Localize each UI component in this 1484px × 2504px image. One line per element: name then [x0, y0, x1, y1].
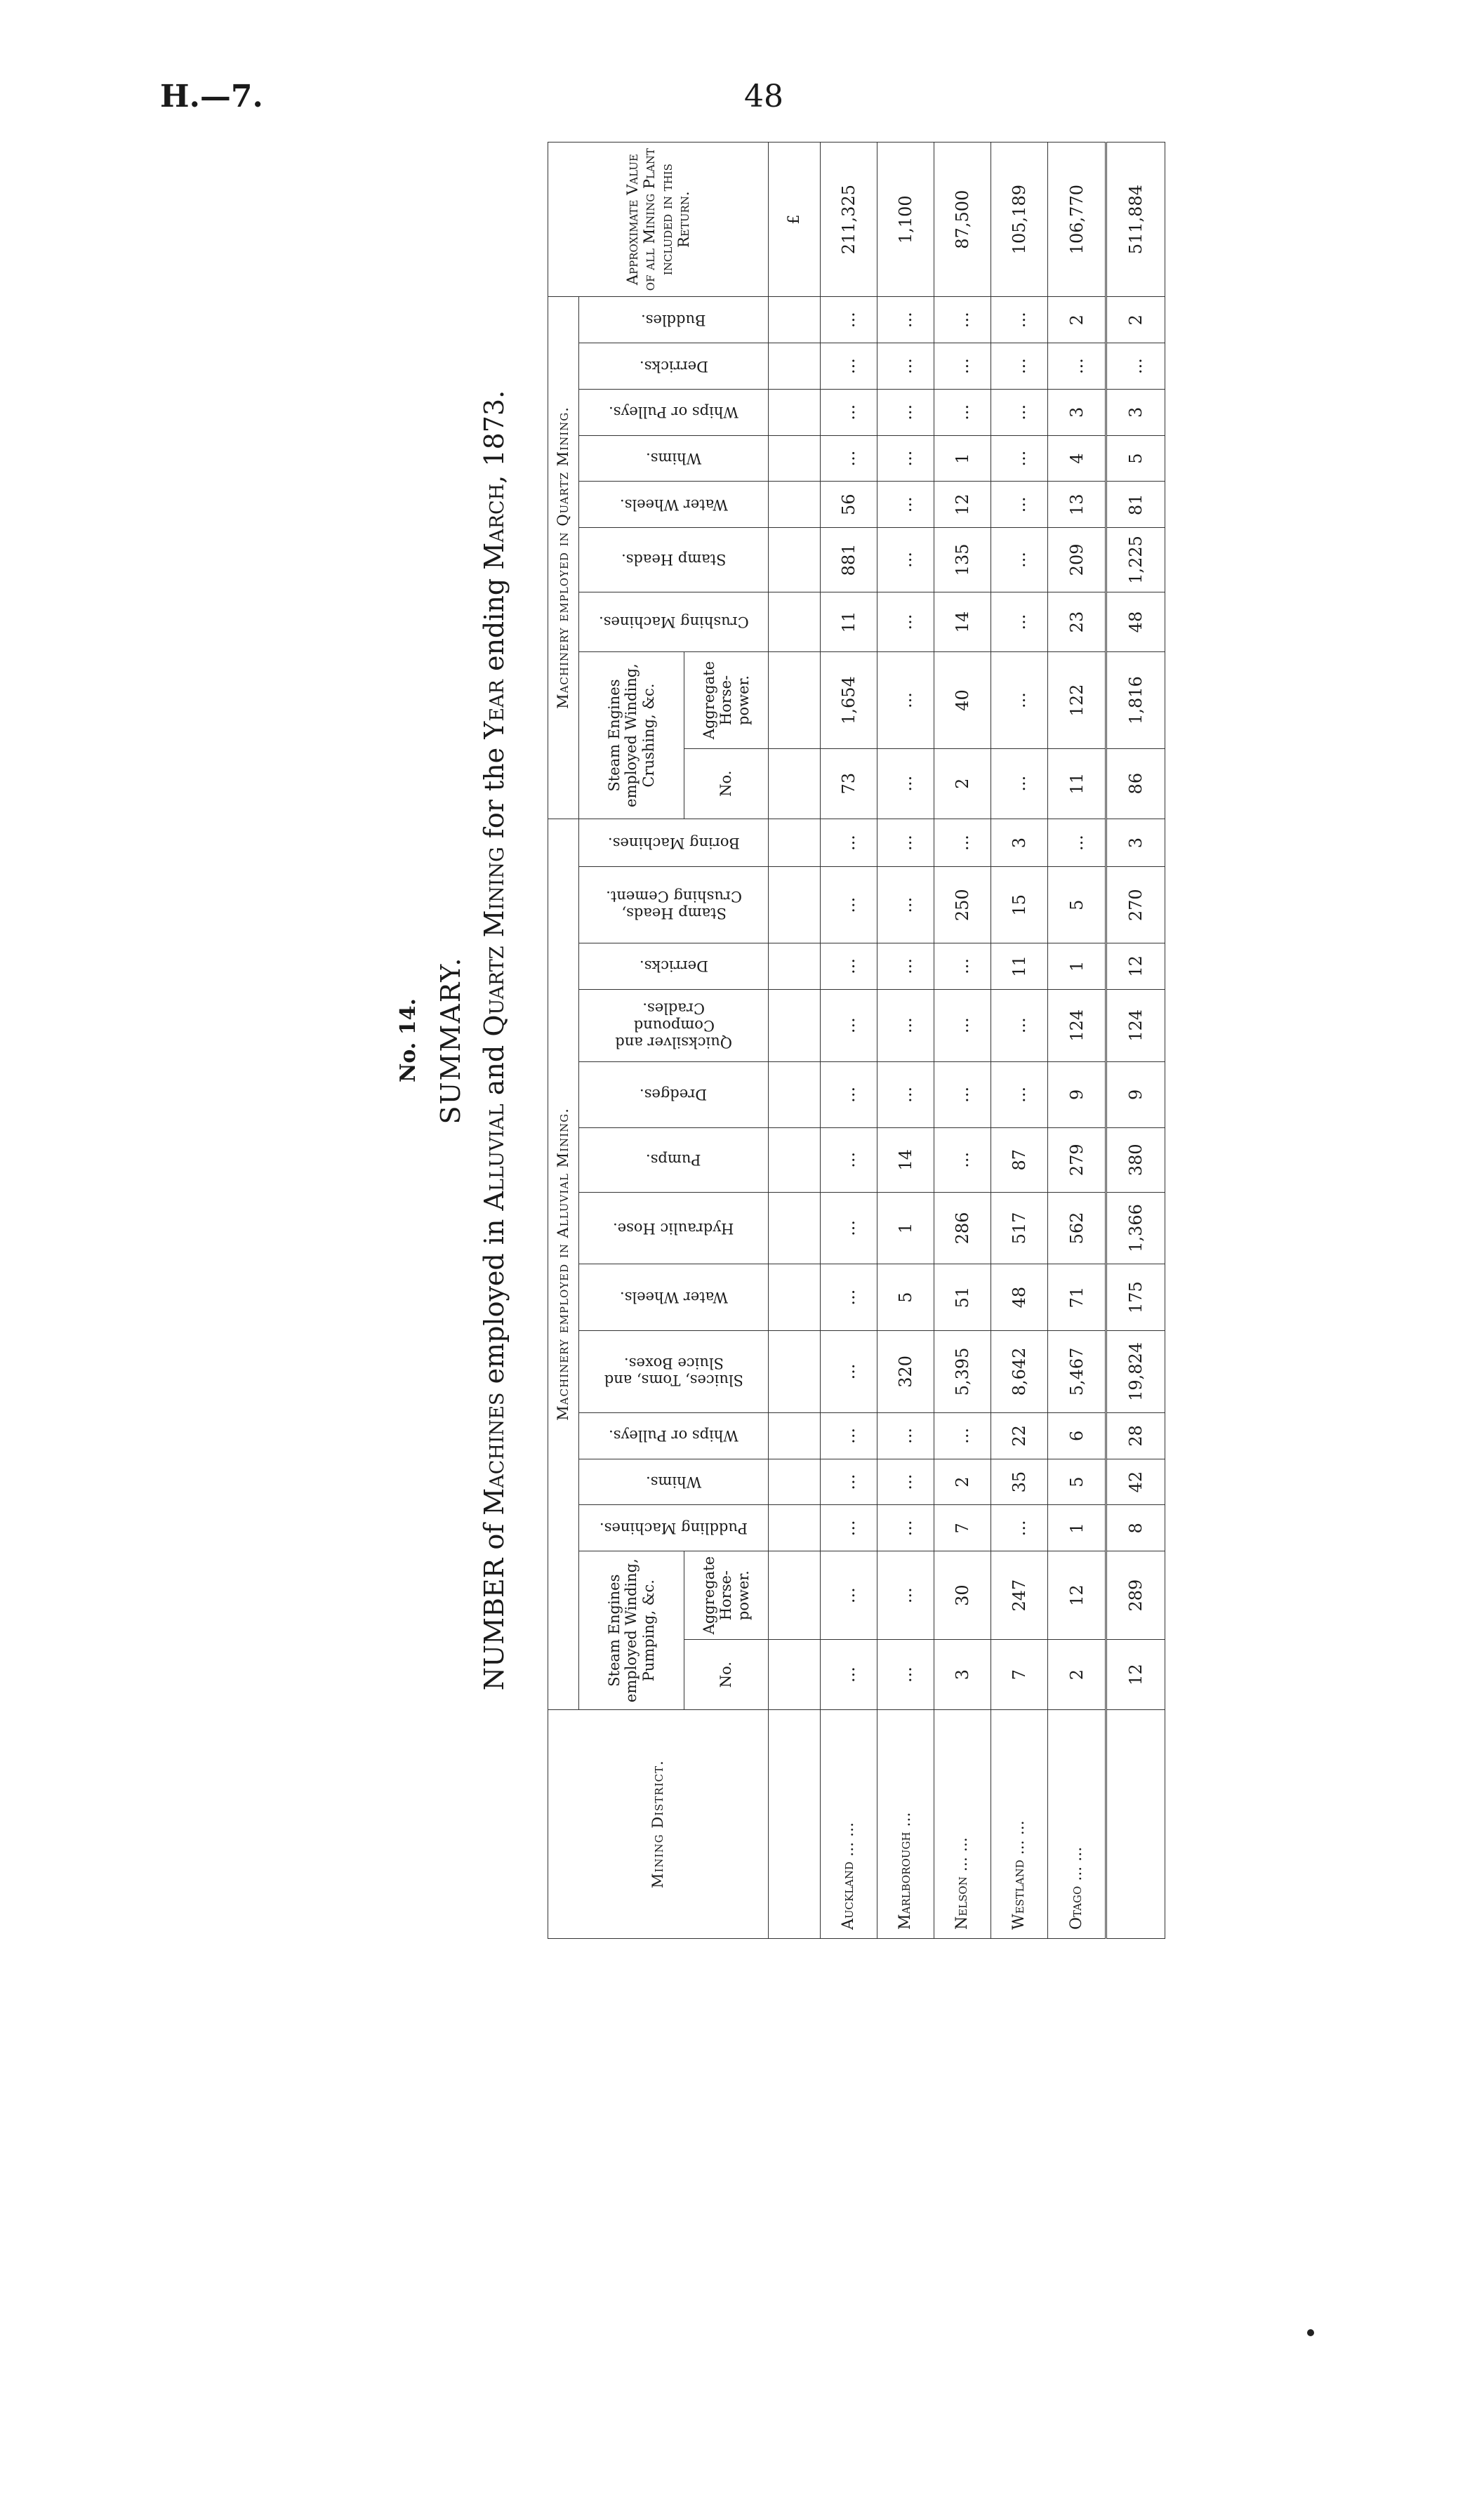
quartz-cell: 2	[934, 748, 991, 819]
alluvial-cell: ...	[820, 943, 877, 990]
quartz-cell: 40	[934, 652, 991, 748]
alluvial-cell: 15	[991, 867, 1047, 943]
alluvial-cell: ...	[820, 1551, 877, 1640]
quartz-cell: 14	[934, 592, 991, 652]
value-cell: 511,884	[1106, 143, 1165, 297]
alluvial-cell: 9	[1047, 1061, 1106, 1127]
alluvial-cell: ...	[877, 1459, 934, 1505]
quartz-cell: ...	[991, 652, 1047, 748]
page-number: 48	[744, 79, 783, 114]
col-q-whips: Whips or Pulleys.	[579, 389, 769, 435]
blank-cell	[769, 482, 821, 528]
blank-cell	[769, 389, 821, 435]
table-row	[820, 143, 877, 1939]
quartz-cell: 2	[1047, 297, 1106, 343]
table-title: NUMBER of Machines employed in Alluvial and Quartz Mining for the Year ending March, 1873.	[479, 390, 510, 1691]
quartz-cell: 5	[1106, 435, 1165, 482]
blank-cell	[769, 1459, 821, 1505]
alluvial-cell: ...	[820, 1128, 877, 1192]
quartz-cell: ...	[877, 343, 934, 390]
alluvial-cell: ...	[820, 1412, 877, 1459]
alluvial-cell: ...	[877, 819, 934, 867]
blank-cell	[769, 1710, 821, 1939]
blank-cell	[769, 592, 821, 652]
alluvial-cell: ...	[820, 1264, 877, 1330]
col-q-hp: Aggregate Horse-power.	[684, 652, 769, 748]
alluvial-cell: ...	[991, 1061, 1047, 1127]
district-name: Auckland ... ...	[820, 1710, 877, 1939]
district-name: Westland ... ...	[991, 1710, 1047, 1939]
alluvial-cell: 250	[934, 867, 991, 943]
alluvial-cell: 14	[877, 1128, 934, 1192]
col-water-wheels: Water Wheels.	[579, 1264, 769, 1330]
alluvial-cell: 42	[1106, 1459, 1165, 1505]
alluvial-cell: ...	[820, 1459, 877, 1505]
alluvial-cell: 124	[1047, 989, 1106, 1061]
alluvial-cell: 289	[1106, 1551, 1165, 1640]
alluvial-cell: 5,395	[934, 1330, 991, 1412]
alluvial-cell: 1	[1047, 1505, 1106, 1551]
alluvial-cell: 3	[1106, 819, 1165, 867]
quartz-cell: ...	[820, 435, 877, 482]
quartz-cell: ...	[877, 389, 934, 435]
blank-cell	[769, 819, 821, 867]
alluvial-cell: ...	[991, 1505, 1047, 1551]
quartz-cell: ...	[991, 748, 1047, 819]
alluvial-cell: 12	[1106, 943, 1165, 990]
summary-heading: SUMMARY.	[435, 956, 466, 1125]
alluvial-cell: 9	[1106, 1061, 1165, 1127]
quartz-cell: ...	[820, 297, 877, 343]
quartz-cell: 86	[1106, 748, 1165, 819]
alluvial-cell: ...	[991, 989, 1047, 1061]
blank-cell	[769, 1192, 821, 1264]
table-row	[877, 143, 934, 1939]
value-cell: 105,189	[991, 143, 1047, 297]
alluvial-cell: ...	[820, 1061, 877, 1127]
col-puddling: Puddling Machines.	[579, 1505, 769, 1551]
alluvial-cell: ...	[877, 1412, 934, 1459]
steam-alluvial-header: Steam Engines employed Winding, Pumping, &c.	[579, 1551, 684, 1710]
quartz-cell: 12	[934, 482, 991, 528]
alluvial-cell: 5	[1047, 867, 1106, 943]
district-header: Mining District.	[548, 1710, 769, 1939]
blank-cell	[769, 297, 821, 343]
blank-cell	[769, 748, 821, 819]
blank-cell	[769, 1264, 821, 1330]
quartz-cell: 11	[1047, 748, 1106, 819]
alluvial-cell: 3	[991, 819, 1047, 867]
alluvial-cell: ...	[820, 989, 877, 1061]
total-label	[1106, 1710, 1165, 1939]
quartz-cell: 122	[1047, 652, 1106, 748]
quartz-cell: ...	[991, 343, 1047, 390]
col-a-no: No.	[684, 1640, 769, 1710]
quartz-cell: ...	[991, 528, 1047, 592]
alluvial-cell: 22	[991, 1412, 1047, 1459]
col-dredges: Dredges.	[579, 1061, 769, 1127]
alluvial-cell: 1	[877, 1192, 934, 1264]
table-row	[934, 143, 991, 1939]
quartz-cell: ...	[877, 652, 934, 748]
alluvial-cell: 71	[1047, 1264, 1106, 1330]
col-crushing: Crushing Machines.	[579, 592, 769, 652]
col-q-derricks: Derricks.	[579, 343, 769, 390]
quartz-cell: 1,816	[1106, 652, 1165, 748]
col-whims: Whims.	[579, 1459, 769, 1505]
alluvial-cell: ...	[934, 943, 991, 990]
blank-cell	[769, 943, 821, 990]
alluvial-cell: ...	[877, 1640, 934, 1710]
alluvial-cell: 19,824	[1106, 1330, 1165, 1412]
quartz-cell: ...	[877, 435, 934, 482]
alluvial-cell: ...	[820, 1640, 877, 1710]
alluvial-cell: 2	[1047, 1640, 1106, 1710]
alluvial-cell: 6	[1047, 1412, 1106, 1459]
district-name: Marlborough ...	[877, 1710, 934, 1939]
alluvial-cell: 35	[991, 1459, 1047, 1505]
alluvial-cell: 286	[934, 1192, 991, 1264]
alluvial-cell: 279	[1047, 1128, 1106, 1192]
table-row	[991, 143, 1047, 1939]
alluvial-cell: ...	[820, 1330, 877, 1412]
blank-cell	[769, 652, 821, 748]
quartz-cell: ...	[934, 297, 991, 343]
col-pumps: Pumps.	[579, 1128, 769, 1192]
alluvial-cell: 7	[991, 1640, 1047, 1710]
quartz-cell: 23	[1047, 592, 1106, 652]
value-cell: 211,325	[820, 143, 877, 297]
alluvial-cell: ...	[934, 1128, 991, 1192]
alluvial-cell: 8	[1106, 1505, 1165, 1551]
currency-symbol: £	[769, 143, 821, 297]
quartz-cell: 11	[820, 592, 877, 652]
col-q-water-wheels: Water Wheels.	[579, 482, 769, 528]
alluvial-cell: ...	[877, 943, 934, 990]
quartz-cell: 1	[934, 435, 991, 482]
col-stamp-cement: Stamp Heads, Crushing Cement.	[579, 867, 769, 943]
col-a-hp: Aggregate Horse-power.	[684, 1551, 769, 1640]
alluvial-cell: ...	[820, 1505, 877, 1551]
alluvial-cell: 247	[991, 1551, 1047, 1640]
alluvial-cell: 175	[1106, 1264, 1165, 1330]
alluvial-cell: 562	[1047, 1192, 1106, 1264]
alluvial-cell: 30	[934, 1551, 991, 1640]
alluvial-cell: ...	[877, 1551, 934, 1640]
blank-cell	[769, 867, 821, 943]
blank-cell	[769, 989, 821, 1061]
alluvial-cell: ...	[934, 989, 991, 1061]
alluvial-cell: ...	[877, 1505, 934, 1551]
blank-cell	[769, 1505, 821, 1551]
summary-table	[548, 142, 1165, 1939]
blank-cell	[769, 435, 821, 482]
quartz-cell: ...	[1106, 343, 1165, 390]
col-q-no: No.	[684, 748, 769, 819]
alluvial-cell: ...	[1047, 819, 1106, 867]
alluvial-cell: ...	[877, 867, 934, 943]
quartz-cell: ...	[991, 592, 1047, 652]
col-derricks: Derricks.	[579, 943, 769, 990]
currency-row	[769, 143, 821, 1939]
blank-cell	[769, 528, 821, 592]
col-whips: Whips or Pulleys.	[579, 1412, 769, 1459]
quartz-cell: ...	[991, 389, 1047, 435]
alluvial-cell: 12	[1106, 1640, 1165, 1710]
alluvial-cell: 11	[991, 943, 1047, 990]
quartz-cell: 1,654	[820, 652, 877, 748]
alluvial-cell: 51	[934, 1264, 991, 1330]
alluvial-cell: 8,642	[991, 1330, 1047, 1412]
value-cell: 106,770	[1047, 143, 1106, 297]
quartz-cell: 1,225	[1106, 528, 1165, 592]
col-buddles: Buddles.	[579, 297, 769, 343]
alluvial-cell: 320	[877, 1330, 934, 1412]
total-row	[1106, 143, 1165, 1939]
alluvial-cell: 3	[934, 1640, 991, 1710]
steam-quartz-header: Steam Engines employed Winding, Crushing, &c.	[579, 652, 684, 819]
blank-cell	[769, 1330, 821, 1412]
quartz-cell: 2	[1106, 297, 1165, 343]
table-row	[1047, 143, 1106, 1939]
alluvial-cell: 48	[991, 1264, 1047, 1330]
value-header: Approximate Value of all Mining Plant included in this Return.	[548, 143, 769, 297]
alluvial-cell: 270	[1106, 867, 1165, 943]
col-hydraulic-hose: Hydraulic Hose.	[579, 1192, 769, 1264]
col-boring: Boring Machines.	[579, 819, 769, 867]
quartz-cell: 4	[1047, 435, 1106, 482]
alluvial-cell: ...	[934, 1061, 991, 1127]
quartz-group-header: Machinery employed in Quartz Mining.	[548, 297, 579, 819]
quartz-cell: 48	[1106, 592, 1165, 652]
quartz-cell: ...	[877, 297, 934, 343]
quartz-cell: ...	[934, 343, 991, 390]
quartz-cell: 135	[934, 528, 991, 592]
alluvial-cell: ...	[877, 989, 934, 1061]
blank-cell	[769, 1640, 821, 1710]
alluvial-cell: ...	[820, 867, 877, 943]
alluvial-group-header: Machinery employed in Alluvial Mining.	[548, 819, 579, 1709]
alluvial-cell: 12	[1047, 1551, 1106, 1640]
col-quicksilver: Quicksilver and Compound Cradles.	[579, 989, 769, 1061]
alluvial-cell: ...	[934, 819, 991, 867]
alluvial-cell: 28	[1106, 1412, 1165, 1459]
alluvial-cell: ...	[820, 1192, 877, 1264]
alluvial-cell: 1,366	[1106, 1192, 1165, 1264]
quartz-cell: 3	[1106, 389, 1165, 435]
quartz-cell: 881	[820, 528, 877, 592]
district-name: Nelson ... ...	[934, 1710, 991, 1939]
rotated-content	[393, 142, 1179, 1939]
blank-cell	[769, 1061, 821, 1127]
alluvial-cell: 87	[991, 1128, 1047, 1192]
alluvial-cell: 124	[1106, 989, 1165, 1061]
quartz-cell: 73	[820, 748, 877, 819]
alluvial-cell: 5,467	[1047, 1330, 1106, 1412]
quartz-cell: ...	[820, 343, 877, 390]
alluvial-cell: 517	[991, 1192, 1047, 1264]
blank-cell	[769, 1412, 821, 1459]
alluvial-cell: ...	[820, 819, 877, 867]
col-sluices: Sluices, Toms, and Sluice Boxes.	[579, 1330, 769, 1412]
district-name: Otago ... ...	[1047, 1710, 1106, 1939]
quartz-cell: ...	[991, 297, 1047, 343]
quartz-cell: ...	[877, 482, 934, 528]
page-series: H.—7.	[160, 79, 263, 114]
quartz-cell: ...	[877, 592, 934, 652]
quartz-cell: ...	[877, 748, 934, 819]
quartz-cell: 3	[1047, 389, 1106, 435]
alluvial-cell: 7	[934, 1505, 991, 1551]
quartz-cell: ...	[934, 389, 991, 435]
quartz-cell: 56	[820, 482, 877, 528]
alluvial-cell: 5	[877, 1264, 934, 1330]
table-number: No. 14.	[396, 998, 420, 1082]
alluvial-cell: ...	[934, 1412, 991, 1459]
value-cell: 87,500	[934, 143, 991, 297]
quartz-cell: 13	[1047, 482, 1106, 528]
blank-cell	[769, 1551, 821, 1640]
blank-cell	[769, 343, 821, 390]
alluvial-cell: 2	[934, 1459, 991, 1505]
quartz-cell: ...	[877, 528, 934, 592]
page-mark	[1307, 2329, 1314, 2336]
quartz-cell: ...	[991, 482, 1047, 528]
quartz-cell: ...	[1047, 343, 1106, 390]
quartz-cell: 209	[1047, 528, 1106, 592]
col-stamp-heads: Stamp Heads.	[579, 528, 769, 592]
alluvial-cell: 5	[1047, 1459, 1106, 1505]
value-cell: 1,100	[877, 143, 934, 297]
alluvial-cell: 380	[1106, 1128, 1165, 1192]
blank-cell	[769, 1128, 821, 1192]
alluvial-cell: 1	[1047, 943, 1106, 990]
quartz-cell: 81	[1106, 482, 1165, 528]
alluvial-cell: ...	[877, 1061, 934, 1127]
quartz-cell: ...	[820, 389, 877, 435]
quartz-cell: ...	[991, 435, 1047, 482]
col-q-whims: Whims.	[579, 435, 769, 482]
